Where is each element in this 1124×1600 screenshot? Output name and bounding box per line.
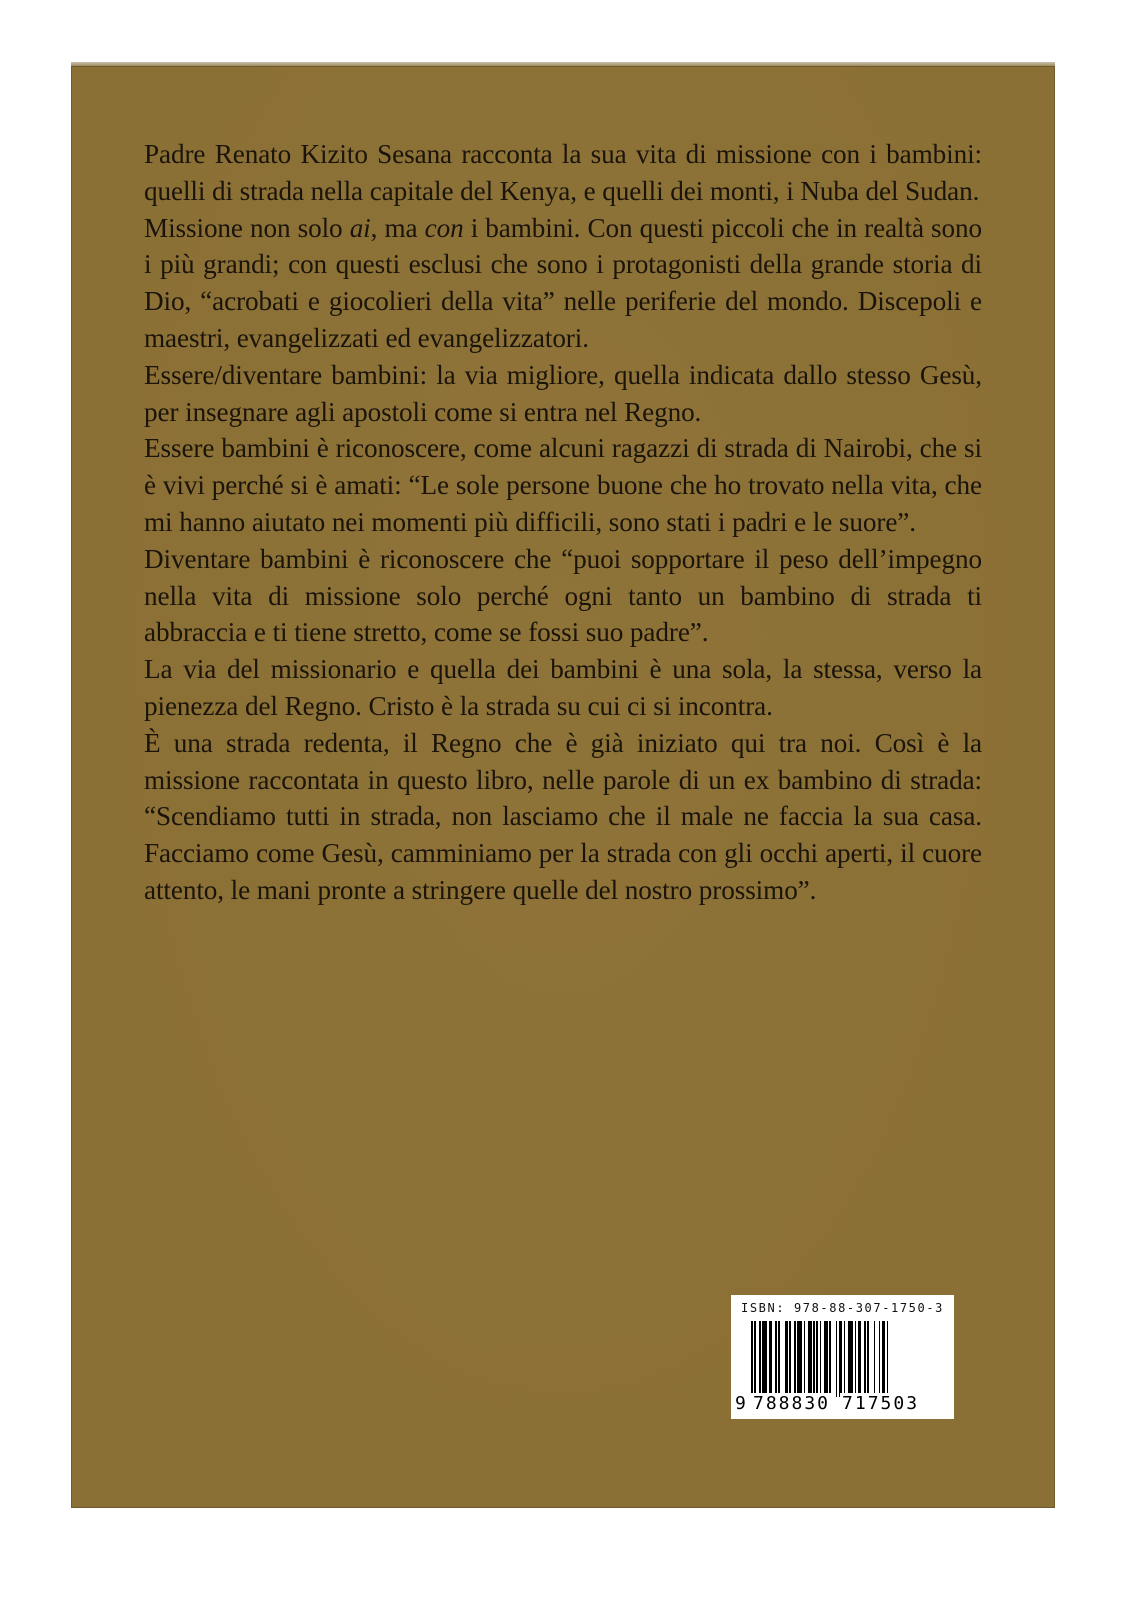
- blurb-paragraph-3: Essere/diventare bambini: la via migliore, quella indicata dallo stesso Gesù, per insegnare agli apostoli come si entra nel Regno.: [144, 359, 982, 427]
- barcode-digits: [735, 1393, 947, 1414]
- isbn-label: ISBN: 978-88-307-1750-3: [741, 1301, 944, 1315]
- barcode-bars: [751, 1321, 943, 1397]
- barcode-bar: [888, 1321, 890, 1397]
- blurb-paragraph-7: È una strada redenta, il Regno che è già iniziato qui tra noi. Così è la missione raccontata in questo libro, nelle parole di un ex bambino di strada: “Scendiamo tutti in strada, non lasciamo che il male ne faccia la sua casa. Facciamo come Gesù, camminiamo per la strada con gli occhi aperti, il cuore attento, le mani pronte a stringere quelle del nostro prossimo”.: [144, 727, 982, 905]
- barcode-digit-group-2: 717503: [842, 1393, 920, 1414]
- italic-con: con: [424, 212, 464, 243]
- barcode-digit-first: 9: [735, 1393, 746, 1414]
- blurb-paragraph-5: Diventare bambini è riconoscere che “puoi sopportare il peso dell’impegno nella vita di missione solo perché ogni tanto un bambino di strada ti abbraccia e ti tiene stretto, come se fossi suo padre”.: [144, 543, 982, 648]
- back-cover-blurb: [144, 136, 982, 909]
- italic-ai: ai: [349, 212, 371, 243]
- blurb-paragraph-2: Missione non solo ai, ma con i bambini. Con questi piccoli che in realtà sono i più grandi; con questi esclusi che sono i protagonisti della grande storia di Dio, “acrobati e giocolieri della vita” nelle periferie del mondo. Discepoli e maestri, evangelizzati ed evangelizzatori.: [144, 212, 983, 353]
- blurb-paragraph-6: La via del missionario e quella dei bambini è una sola, la stessa, verso la pienezza del Regno. Cristo è la strada su cui ci si incontra.: [144, 654, 982, 721]
- barcode-digit-group-1: 788830: [753, 1393, 831, 1414]
- blurb-paragraph-1: Padre Renato Kizito Sesana racconta la sua vita di missione con i bambini: quelli di strada nella capitale del Kenya, e quelli dei monti, i Nuba del Sudan.: [144, 139, 982, 206]
- blurb-paragraph-4: Essere bambini è riconoscere, come alcuni ragazzi di strada di Nairobi, che si è vivi perché si è amati: “Le sole persone buone che ho trovato nella vita, che mi hanno aiutato nei momenti più difficili, sono stati i padri e le suore”.: [144, 433, 982, 537]
- isbn-barcode: [731, 1295, 954, 1419]
